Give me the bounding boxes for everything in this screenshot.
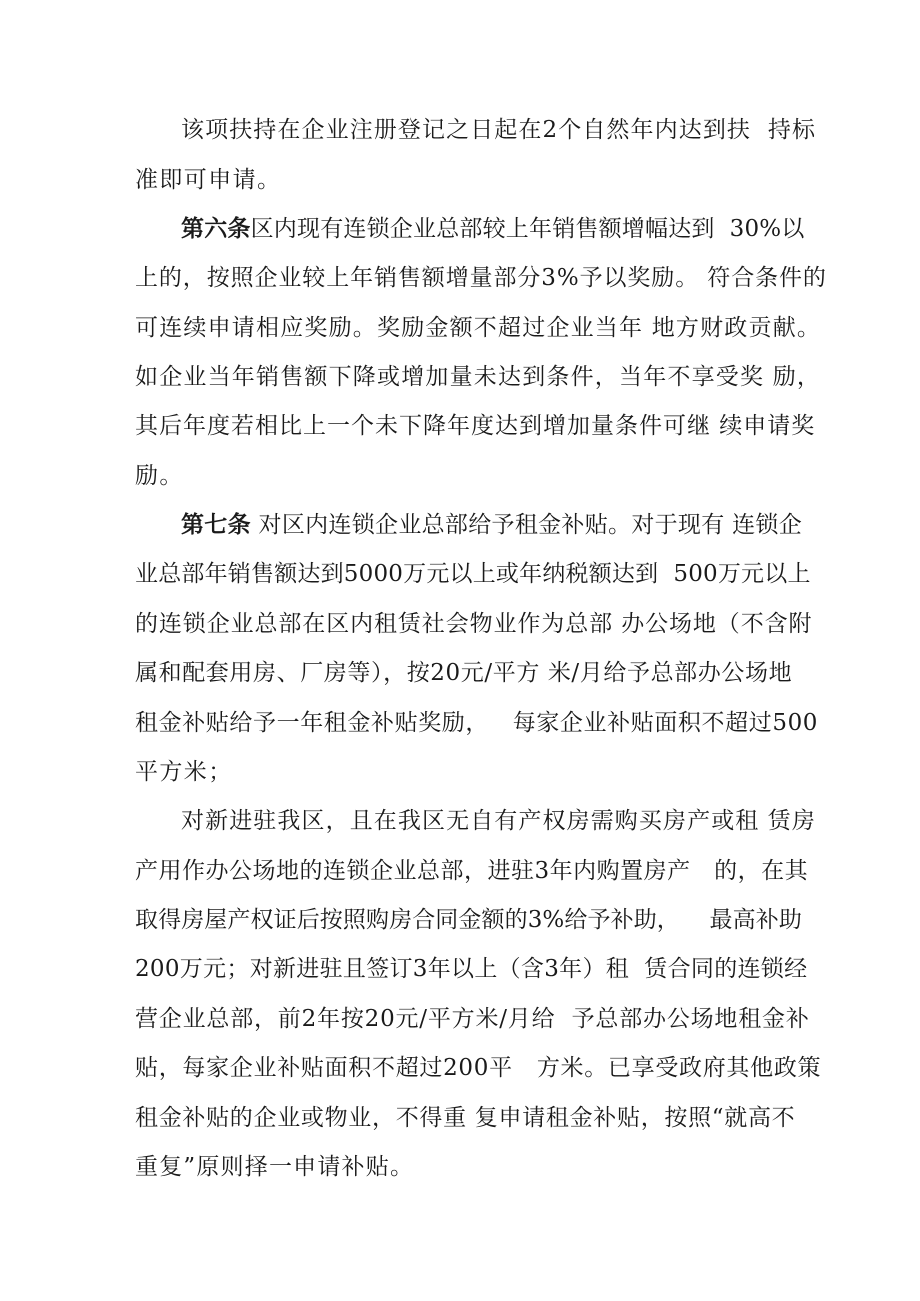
text-line: 可连续申请相应奖励。奖励金额不超过企业当年 地方财政贡献。 <box>135 315 822 341</box>
article-7-heading: 第七条 <box>181 512 251 538</box>
text-line: 取得房屋产权证后按照购房合同金额的3%给予补助， 最高补助 <box>135 907 802 933</box>
text-line: 平方米； <box>135 759 233 785</box>
text-line: 属和配套用房、厂房等），按20元/平方 米/月给予总部办公场地 <box>135 660 793 686</box>
text-line: 贴，每家企业补贴面积不超过200平 方米。已享受政府其他政策 <box>135 1055 822 1081</box>
text-line: 励。 <box>135 463 184 489</box>
text-line: 上的，按照企业较上年销售额增量部分3%予以奖励。 符合条件的 <box>135 265 827 291</box>
text-line: 重复”原则择一申请补贴。 <box>135 1154 415 1180</box>
text-line: 的连锁企业总部在区内租赁社会物业作为总部 办公场地（不含附 <box>135 611 813 637</box>
text-line: 租金补贴的企业或物业，不得重 复申请租金补贴，按照“就高不 <box>135 1105 796 1131</box>
text-line: 租金补贴给予一年租金补贴奖励， 每家企业补贴面积不超过500 <box>135 710 819 736</box>
text-span: 区内现有连锁企业总部较上年销售额增幅达到 30%以 <box>250 216 805 242</box>
text-line: 营企业总部，前2年按20元/平方米/月给 予总部办公场地租金补 <box>135 1006 810 1032</box>
text-line: 准即可申请。 <box>135 167 282 193</box>
text-span: 对区内连锁企业总部给予租金补贴。对于现有 连锁企 <box>250 512 803 538</box>
text-line: 产用作办公场地的连锁企业总部，进驻3年内购置房产 的，在其 <box>135 858 809 884</box>
text-line: 该项扶持在企业注册登记之日起在2个自然年内达到扶 持标 <box>181 117 817 143</box>
text-line: 如企业当年销售额下降或增加量未达到条件，当年不享受奖 励， <box>135 364 822 390</box>
text-line: 200万元；对新进驻且签订3年以上（含3年）租 赁合同的连锁经 <box>135 956 808 982</box>
text-line: 其后年度若相比上一个未下降年度达到增加量条件可继 续申请奖 <box>135 413 816 439</box>
article-6-heading: 第六条 <box>181 216 251 242</box>
text-line: 对新进驻我区，且在我区无自有产权房需购买房产或租 赁房 <box>181 808 817 834</box>
text-line: 业总部年销售额达到5000万元以上或年纳税额达到 500万元以上 <box>135 561 811 587</box>
